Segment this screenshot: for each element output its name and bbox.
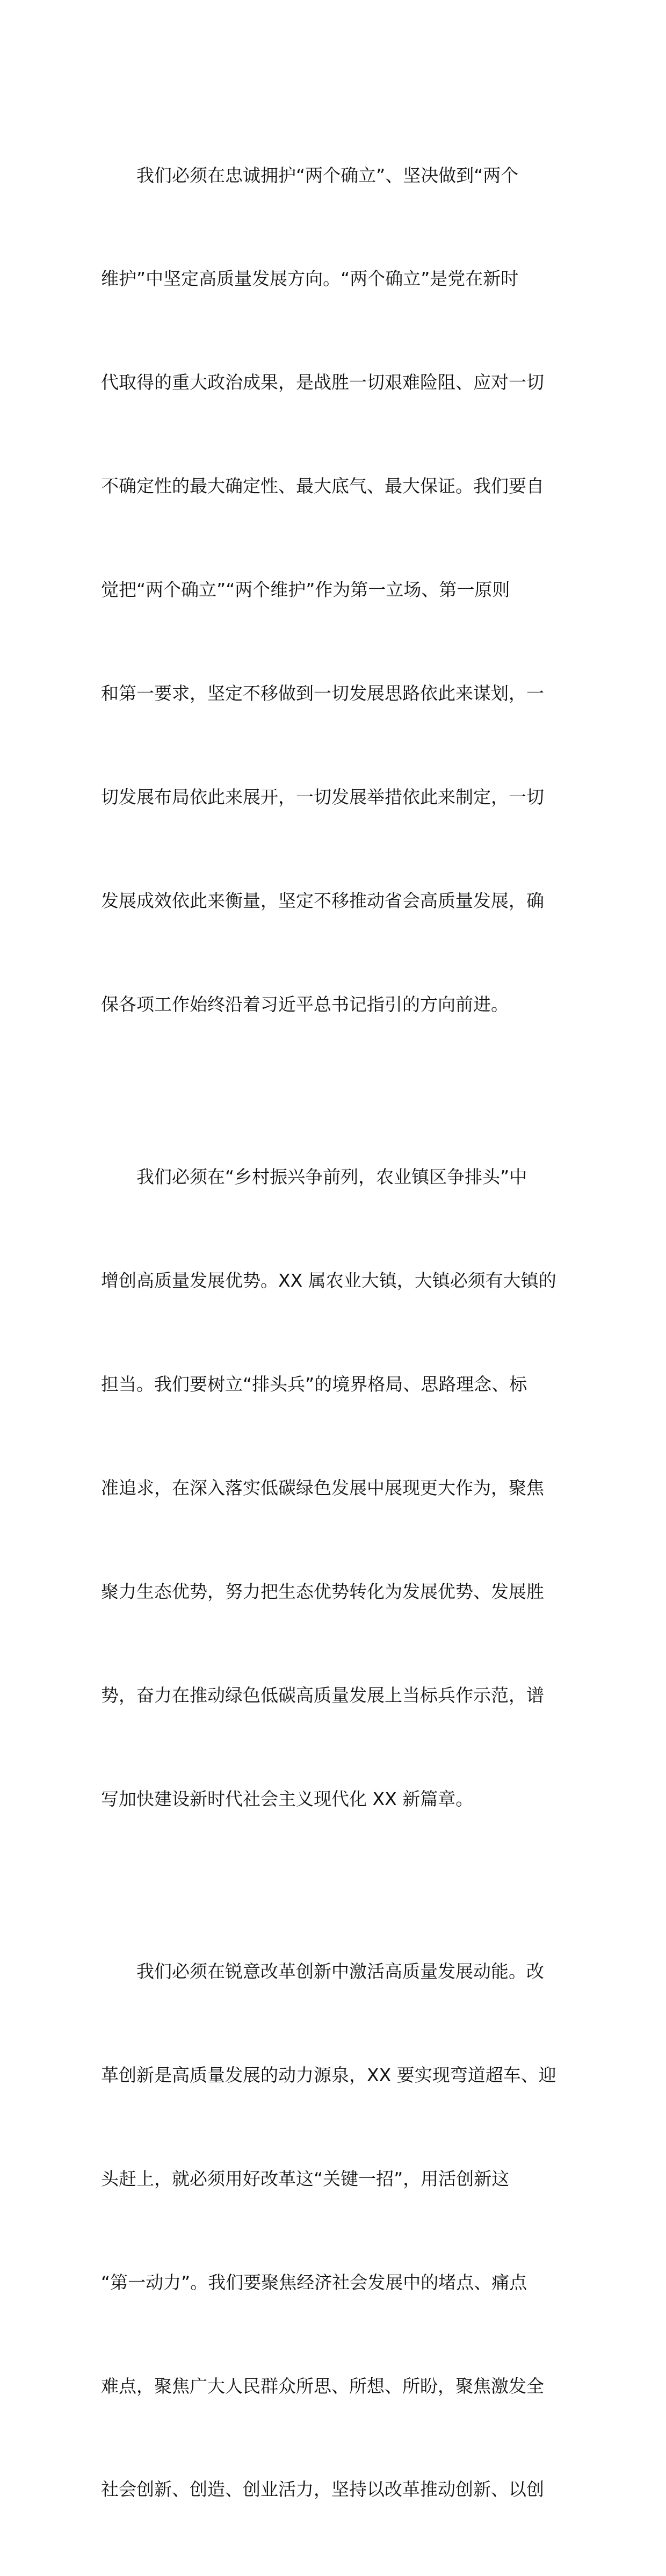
text-line: 和第一要求，坚定不移做到一切发展思路依此来谋划，一 — [101, 683, 544, 704]
text-line: 社会创新、创造、创业活力，坚持以改革推动创新、以创 — [101, 2479, 544, 2500]
paragraph-2 — [101, 1091, 568, 1886]
text-line: 不确定性的最大确定性、最大底气、最大保证。我们要自 — [101, 475, 544, 497]
text-line: 准追求，在深入落实低碳绿色发展中展现更大作为，聚焦 — [101, 1477, 544, 1498]
text-line: 我们必须在锐意改革创新中激活高质量发展动能。改 — [101, 1961, 544, 1982]
text-line: 写加快建设新时代社会主义现代化 XX 新篇章。 — [101, 1788, 474, 1809]
text-line: 我们必须在忠诚拥护“两个确立”、坚决做到“两个 — [101, 164, 519, 186]
text-line: 聚力生态优势，努力把生态优势转化为发展优势、发展胜 — [101, 1581, 544, 1602]
text-line: 革创新是高质量发展的动力源泉，XX 要实现弯道超车、迎 — [101, 2064, 556, 2086]
text-line: 头赶上，就必须用好改革这“关键一招”，用活创新这 — [101, 2168, 510, 2189]
text-line: 担当。我们要树立“排头兵”的境界格局、思路理念、标 — [101, 1373, 527, 1395]
document-body — [101, 89, 568, 2576]
text-line: 难点，聚焦广大人民群众所思、所想、所盼，聚焦激发全 — [101, 2375, 544, 2397]
text-line: 代取得的重大政治成果，是战胜一切艰难险阻、应对一切 — [101, 372, 544, 393]
text-line: 增创高质量发展优势。XX 属农业大镇，大镇必须有大镇的 — [101, 1270, 556, 1291]
paragraph-3 — [101, 1885, 568, 2576]
text-line: 我们必须在“乡村振兴争前列，农业镇区争排头”中 — [101, 1166, 527, 1188]
text-line: 觉把“两个确立”“两个维护”作为第一立场、第一原则 — [101, 579, 510, 601]
text-line: 势，奋力在推动绿色低碳高质量发展上当标兵作示范，谱 — [101, 1684, 544, 1706]
text-line: 保各项工作始终沿着习近平总书记指引的方向前进。 — [101, 993, 509, 1015]
text-line: 切发展布局依此来展开，一切发展举措依此来制定，一切 — [101, 786, 544, 807]
text-line: 维护”中坚定高质量发展方向。“两个确立”是党在新时 — [101, 268, 519, 290]
text-line: “第一动力”。我们要聚焦经济社会发展中的堵点、痛点 — [101, 2271, 527, 2293]
paragraph-1 — [101, 89, 568, 1091]
text-line: 发展成效依此来衡量，坚定不移推动省会高质量发展，确 — [101, 890, 544, 911]
